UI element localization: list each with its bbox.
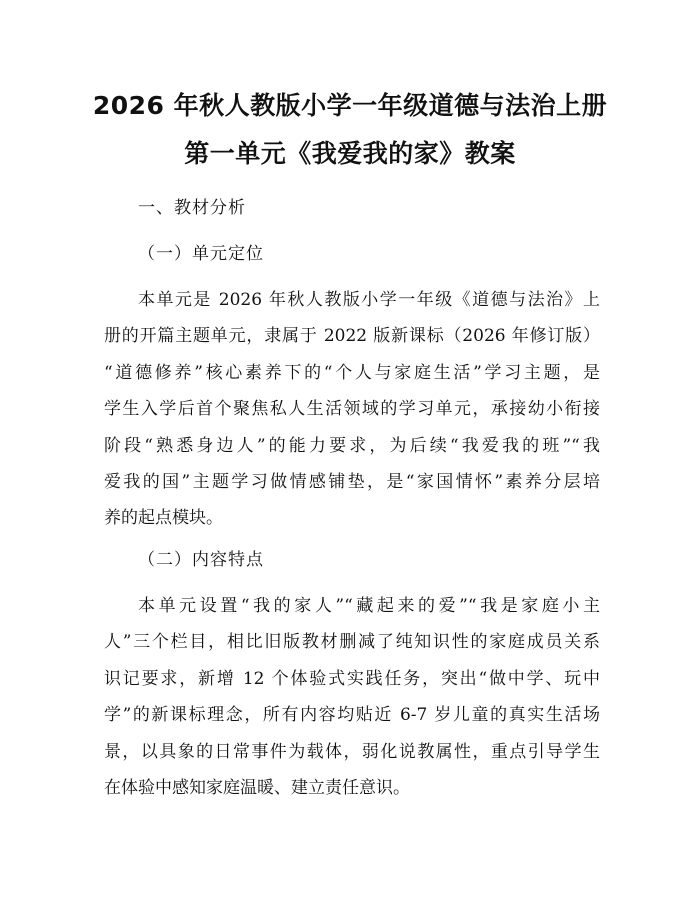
paragraph-line: 学”的新课标理念，所有内容均贴近 6-7 岁儿童的真实生活场 [104, 705, 600, 726]
paragraph-line: 册的开篇主题单元，隶属于 2022 版新课标（2026 年修订版） [104, 326, 600, 347]
paragraph-line: 景，以具象的日常事件为载体，弱化说教属性，重点引导学生 [104, 741, 600, 762]
paragraph-content-features [104, 588, 600, 806]
document-title-line-1: 2026 年秋人教版小学一年级道德与法治上册 [92, 91, 608, 120]
paragraph-line: 人”三个栏目，相比旧版教材删减了纯知识性的家庭成员关系 [104, 632, 600, 653]
paragraph-line: 学生入学后首个聚焦私人生活领域的学习单元，承接幼小衔接 [104, 399, 600, 420]
paragraph-line: 本单元设置“我的家人”“藏起来的爱”“我是家庭小主 [138, 596, 600, 616]
paragraph-line: 识记要求，新增 12 个体验式实践任务，突出“做中学、玩中 [104, 668, 600, 689]
paragraph-line: “道德修养”核心素养下的“个人与家庭生活”学习主题，是 [104, 362, 600, 383]
section-heading-analysis: 一、教材分析 [138, 198, 246, 218]
subsection-heading-content-features: （二）内容特点 [138, 550, 264, 570]
paragraph-line: 爱我的国”主题学习做情感铺垫，是“家国情怀”素养分层培 [104, 471, 600, 492]
document-title-line-2: 第一单元《我爱我的家》教案 [184, 139, 516, 168]
paragraph-line: 养的起点模块。 [104, 508, 223, 529]
paragraph-line: 阶段“熟悉身边人”的能力要求，为后续“我爱我的班”“我 [104, 435, 600, 456]
paragraph-unit-position [104, 282, 600, 537]
paragraph-line: 本单元是 2026 年秋人教版小学一年级《道德与法治》上 [138, 290, 600, 310]
subsection-heading-unit-position: （一）单元定位 [138, 244, 264, 264]
paragraph-line: 在体验中感知家庭温暖、建立责任意识。 [104, 777, 410, 798]
